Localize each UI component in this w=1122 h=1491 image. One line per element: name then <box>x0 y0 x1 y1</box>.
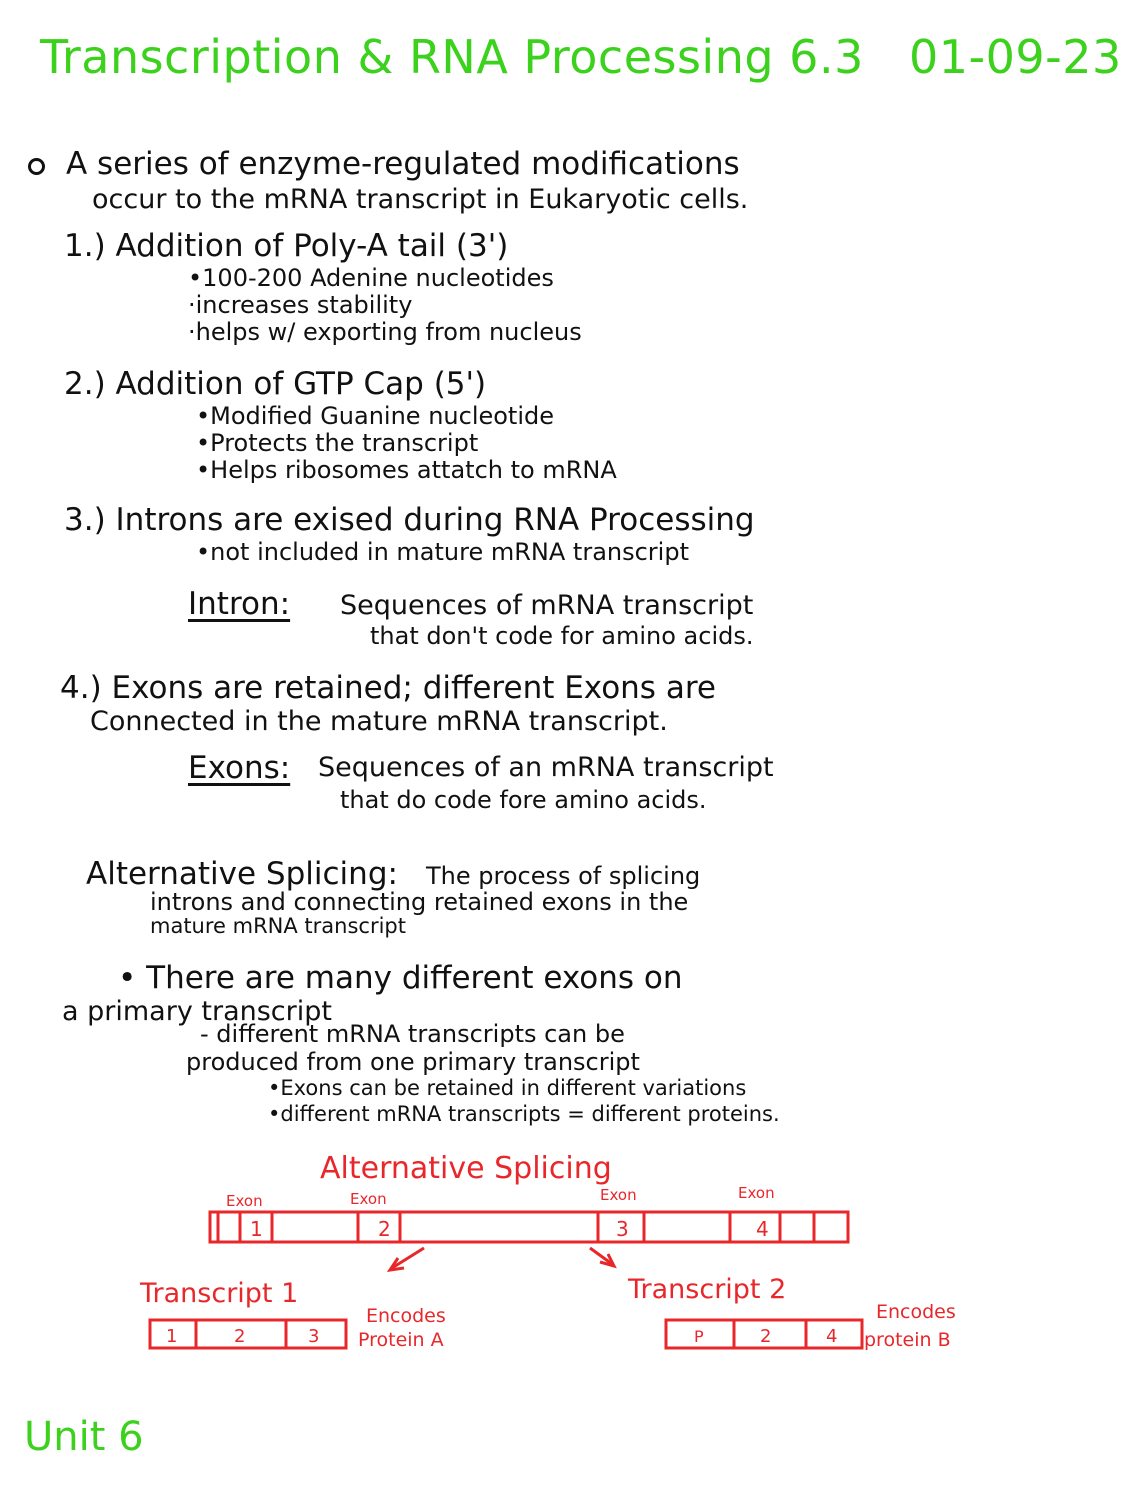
primary-transcript-bar <box>210 1212 848 1242</box>
intron-definition-line-1: Sequences of mRNA transcript <box>340 590 754 621</box>
intro-bullet-icon <box>28 158 45 175</box>
exons-term: Exons: <box>188 750 291 786</box>
title-text: Transcription & RNA Processing 6.3 <box>40 30 864 84</box>
transcript-1-box-1: 1 <box>166 1326 178 1347</box>
alt-point-2a: - different mRNA transcripts can be <box>200 1020 625 1048</box>
alt-splicing-line-1: The process of splicing <box>426 862 701 890</box>
alt-splicing-line-2: introns and connecting retained exons in the <box>150 888 689 916</box>
transcript-1-protein: Protein A <box>358 1329 444 1351</box>
diagram-title: Alternative Splicing <box>320 1151 612 1186</box>
alt-splicing-line-3: mature mRNA transcript <box>150 914 406 938</box>
alt-point-1a: • There are many different exons on <box>118 960 683 996</box>
step-2-bullet-2: •Protects the transcript <box>196 429 479 457</box>
alt-splicing-term: Alternative Splicing: <box>86 856 398 892</box>
exon-label-3: Exon <box>600 1186 637 1204</box>
step-2-heading: 2.) Addition of GTP Cap (5') <box>64 366 487 402</box>
step-2-bullet-1: •Modified Guanine nucleotide <box>196 402 555 430</box>
transcript-1-box-3: 3 <box>308 1326 320 1347</box>
step-1-bullet-1: •100-200 Adenine nucleotides <box>188 264 554 292</box>
alt-point-1b: a primary transcript <box>62 996 332 1027</box>
exons-definition-line-2: that do code fore amino acids. <box>340 786 707 814</box>
page-date: 01-09-23 <box>908 30 1122 84</box>
intron-definition-line-2: that don't code for amino acids. <box>370 622 754 650</box>
transcript-1-box-2: 2 <box>234 1326 246 1347</box>
step-3-bullet-1: •not included in mature mRNA transcript <box>196 538 689 566</box>
transcript-2-label: Transcript 2 <box>628 1274 787 1305</box>
unit-label: Unit 6 <box>24 1414 144 1460</box>
transcript-2-encodes: Encodes <box>876 1301 956 1323</box>
transcript-2-box-2: 2 <box>760 1326 772 1347</box>
transcript-2-protein: protein B <box>864 1329 951 1351</box>
step-4-heading-line-1: 4.) Exons are retained; different Exons are <box>60 670 716 706</box>
exons-definition-line-1: Sequences of an mRNA transcript <box>318 752 774 783</box>
alt-sub-point-2: •different mRNA transcripts = different proteins. <box>268 1102 780 1126</box>
intro-line-2: occur to the mRNA transcript in Eukaryotic cells. <box>92 184 749 215</box>
transcript-2-box-1: P <box>694 1327 704 1346</box>
transcript-2-box-3: 4 <box>826 1326 838 1347</box>
transcript-1-encodes: Encodes <box>366 1305 446 1327</box>
step-1-heading: 1.) Addition of Poly-A tail (3') <box>64 228 509 264</box>
exon-label-2: Exon <box>350 1190 387 1208</box>
exon-number-3: 3 <box>616 1217 629 1241</box>
transcript-1-label: Transcript 1 <box>140 1278 299 1309</box>
intro-line-1: A series of enzyme-regulated modifications <box>66 146 740 182</box>
alt-point-2b: produced from one primary transcript <box>186 1048 640 1076</box>
step-1-bullet-2: ·increases stability <box>188 291 413 319</box>
exon-label-4: Exon <box>738 1184 775 1202</box>
page-title <box>40 30 1122 84</box>
step-3-heading: 3.) Introns are exised during RNA Processing <box>64 502 755 538</box>
alt-sub-point-1: •Exons can be retained in different variations <box>268 1076 747 1100</box>
exon-number-4: 4 <box>756 1217 769 1241</box>
intron-term: Intron: <box>188 586 291 622</box>
step-4-heading-line-2: Connected in the mature mRNA transcript. <box>90 706 668 737</box>
exon-number-2: 2 <box>378 1217 391 1241</box>
step-1-bullet-3: ·helps w/ exporting from nucleus <box>188 318 582 346</box>
step-2-bullet-3: •Helps ribosomes attatch to mRNA <box>196 456 617 484</box>
exon-label-1: Exon <box>226 1192 263 1210</box>
alternative-splicing-diagram <box>0 1140 1080 1370</box>
exon-number-1: 1 <box>250 1217 263 1241</box>
